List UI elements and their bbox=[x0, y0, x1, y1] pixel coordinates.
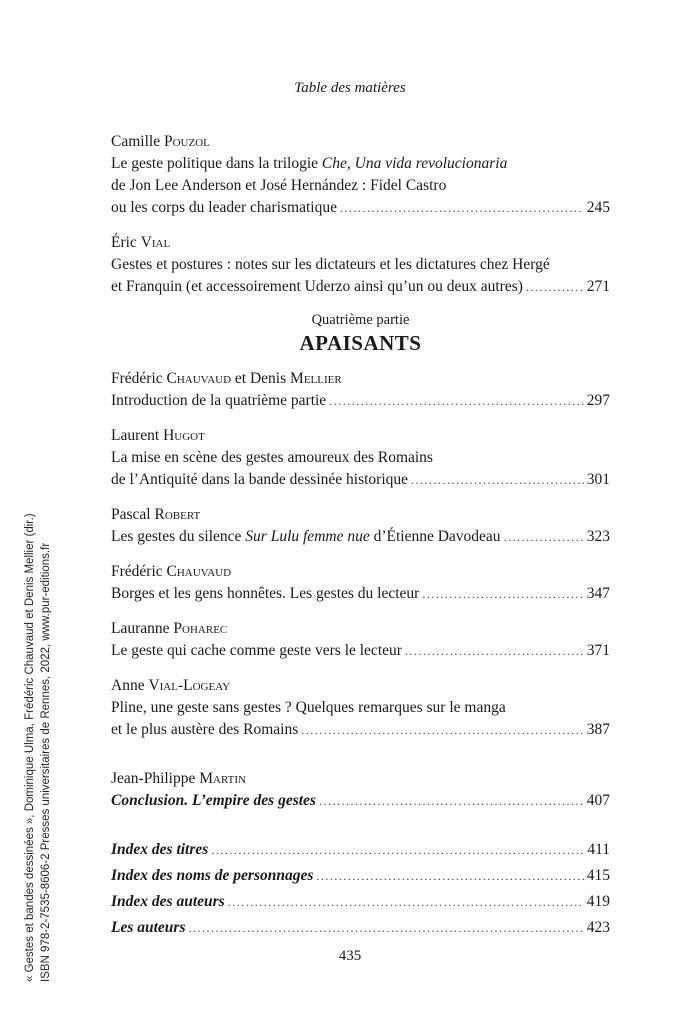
toc-entry-chauvaud-mellier bbox=[111, 368, 610, 412]
toc-index-titres[interactable] bbox=[111, 839, 610, 861]
dot-leader bbox=[319, 790, 584, 812]
dot-leader bbox=[329, 390, 584, 412]
side-citation-line: « Gestes et bandes dessinées », Dominique Ulma, Frédéric Chauvaud et Denis Mellier (dir.) bbox=[24, 513, 36, 982]
title-text: Le geste politique dans la trilogie bbox=[111, 155, 322, 172]
author-name bbox=[111, 618, 610, 640]
part-label: Quatrième partie bbox=[311, 312, 410, 328]
author-first-name: Anne bbox=[111, 677, 149, 694]
running-head: Table des matières bbox=[294, 80, 406, 96]
spacer bbox=[111, 754, 610, 768]
page-number: 371 bbox=[586, 642, 610, 659]
author-name bbox=[111, 131, 610, 153]
title-text: et le plus austère des Romains bbox=[111, 721, 299, 738]
title-italic: Che, Una vida revolucionaria bbox=[321, 155, 508, 172]
author-first-name: Camille bbox=[111, 133, 164, 150]
page-number: 301 bbox=[586, 471, 610, 488]
author-last-name: Vial bbox=[140, 234, 171, 251]
toc-entry-poharec bbox=[111, 618, 610, 662]
page-number: 387 bbox=[586, 721, 610, 738]
toc-index-auteurs[interactable] bbox=[111, 891, 610, 913]
table-of-contents bbox=[111, 131, 610, 943]
toc-link-line[interactable] bbox=[111, 526, 610, 548]
dot-leader bbox=[301, 719, 584, 741]
dot-leader bbox=[526, 276, 584, 298]
title-line: de Jon Lee Anderson et José Hernández : Fidel Castro bbox=[111, 177, 447, 194]
dot-leader bbox=[189, 917, 584, 939]
author-name bbox=[111, 675, 610, 697]
title-text bbox=[111, 526, 501, 548]
title-text: Les auteurs bbox=[111, 919, 186, 936]
toc-link-line[interactable] bbox=[111, 583, 610, 605]
dot-leader bbox=[405, 640, 584, 662]
author-last-name: Chauvaud bbox=[166, 563, 232, 580]
title-text: ou les corps du leader charismatique bbox=[111, 199, 337, 216]
page-number: 415 bbox=[586, 867, 610, 884]
page-number: 271 bbox=[586, 278, 610, 295]
author-last-name: Chauvaud bbox=[166, 370, 232, 387]
spacer bbox=[111, 825, 610, 839]
author-name bbox=[111, 561, 610, 583]
page-number: 297 bbox=[586, 392, 610, 409]
toc-link-line[interactable] bbox=[111, 640, 610, 662]
toc-les-auteurs[interactable] bbox=[111, 917, 610, 939]
author-last-name: Mellier bbox=[290, 370, 342, 387]
title-text: Introduction de la quatrième partie bbox=[111, 392, 327, 409]
dot-leader bbox=[411, 469, 584, 491]
title-text: Conclusion. L’empire des gestes bbox=[111, 792, 316, 809]
part-title: APAISANTS bbox=[299, 331, 422, 355]
title-text: Le geste qui cache comme geste vers le lecteur bbox=[111, 642, 402, 659]
author-first-name: Frédéric bbox=[111, 370, 167, 387]
toc-entry-hugot bbox=[111, 425, 610, 491]
toc-link-line[interactable] bbox=[111, 390, 610, 412]
title-text: et Franquin (et accessoirement Uderzo ainsi qu’un ou deux autres) bbox=[111, 278, 523, 295]
author-first-name: Frédéric bbox=[111, 563, 167, 580]
page-number: 323 bbox=[586, 528, 610, 545]
author-name bbox=[111, 768, 610, 790]
title-text-part: Les gestes du silence bbox=[111, 528, 246, 545]
toc-entry-vial-logeay bbox=[111, 675, 610, 741]
page-number: 423 bbox=[586, 919, 610, 936]
dot-leader bbox=[340, 197, 584, 219]
title-text: Index des auteurs bbox=[111, 893, 225, 910]
author-first-name: Jean-Philippe bbox=[111, 770, 200, 787]
toc-link-line[interactable] bbox=[111, 276, 610, 298]
author-first-name: Éric bbox=[111, 234, 141, 251]
author-connector: et Denis bbox=[231, 370, 291, 387]
author-first-name: Laurent bbox=[111, 427, 164, 444]
title-line: Gestes et postures : notes sur les dictateurs et les dictatures chez Hergé bbox=[111, 256, 550, 273]
toc-link-line[interactable] bbox=[111, 197, 610, 219]
title-text: Index des titres bbox=[111, 841, 209, 858]
author-first-name: Lauranne bbox=[111, 620, 174, 637]
page-number: 245 bbox=[586, 199, 610, 216]
author-last-name: Poharec bbox=[173, 620, 228, 637]
title-text-part: d’Étienne Davodeau bbox=[369, 528, 501, 545]
dot-leader bbox=[316, 865, 583, 887]
page-number: 419 bbox=[586, 893, 610, 910]
toc-link-line[interactable] bbox=[111, 790, 610, 812]
toc-index-personnages[interactable] bbox=[111, 865, 610, 887]
author-name bbox=[111, 232, 610, 254]
title-text: Index des noms de personnages bbox=[111, 867, 314, 884]
author-last-name: Pouzol bbox=[163, 133, 210, 150]
dot-leader bbox=[211, 839, 584, 861]
toc-entry-robert bbox=[111, 504, 610, 548]
dot-leader bbox=[504, 526, 584, 548]
title-line: La mise en scène des gestes amoureux des Romains bbox=[111, 449, 433, 466]
toc-link-line[interactable] bbox=[111, 469, 610, 491]
side-citation bbox=[22, 513, 54, 982]
author-name bbox=[111, 368, 610, 390]
toc-link-line[interactable] bbox=[111, 719, 610, 741]
author-last-name: Robert bbox=[154, 506, 201, 523]
dot-leader bbox=[422, 583, 583, 605]
side-citation-line: ISBN 978-2-7535-8606-2 Presses universitaires de Rennes, 2022, www.pur-editions.fr bbox=[40, 542, 52, 982]
toc-entry-conclusion bbox=[111, 768, 610, 812]
author-last-name: Martin bbox=[199, 770, 246, 787]
author-last-name: Hugot bbox=[163, 427, 205, 444]
author-name bbox=[111, 504, 610, 526]
title-italic: Sur Lulu femme nue bbox=[245, 528, 370, 545]
title-line bbox=[111, 153, 610, 175]
author-last-name: Vial-Logeay bbox=[148, 677, 231, 694]
dot-leader bbox=[228, 891, 584, 913]
title-text: de l’Antiquité dans la bande dessinée historique bbox=[111, 471, 409, 488]
title-line: Pline, une geste sans gestes ? Quelques remarques sur le manga bbox=[111, 699, 506, 716]
page-number-folio: 435 bbox=[338, 948, 362, 964]
page-number: 411 bbox=[587, 841, 610, 858]
toc-entry-vial bbox=[111, 232, 610, 298]
author-first-name: Pascal bbox=[111, 506, 155, 523]
page-number: 347 bbox=[586, 585, 610, 602]
author-name bbox=[111, 425, 610, 447]
title-text: Borges et les gens honnêtes. Les gestes du lecteur bbox=[111, 585, 420, 602]
toc-entry-chauvaud bbox=[111, 561, 610, 605]
page-number: 407 bbox=[586, 792, 610, 809]
toc-entry-pouzol bbox=[111, 131, 610, 219]
